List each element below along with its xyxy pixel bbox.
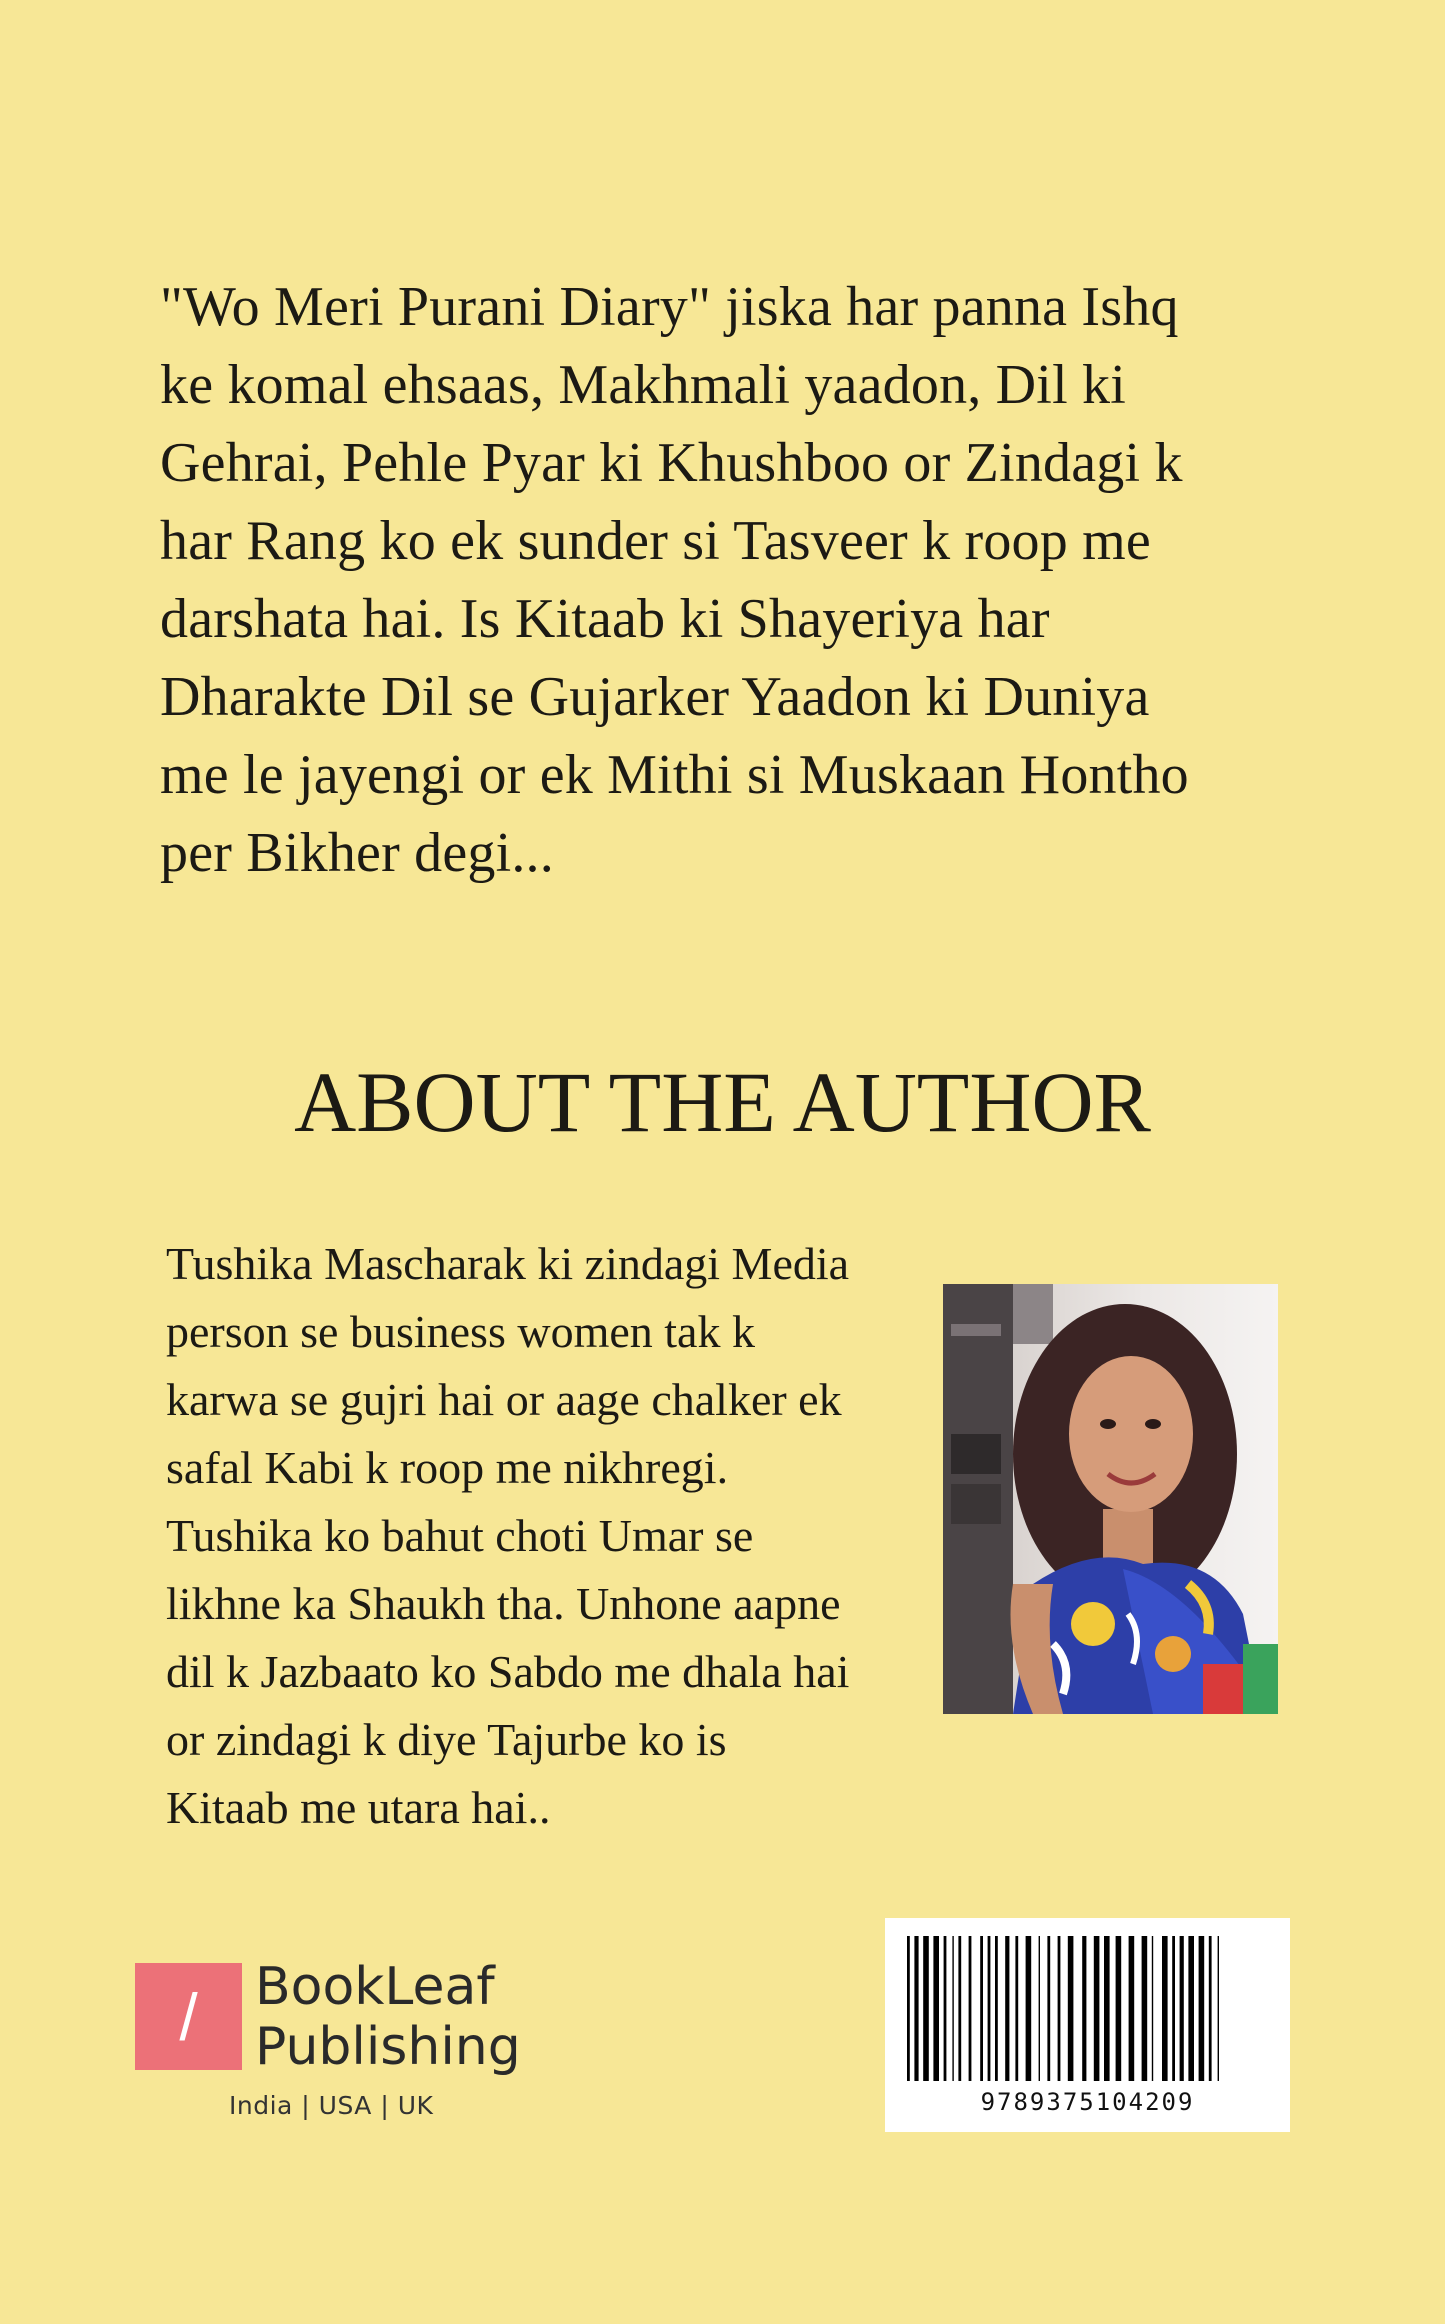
isbn-barcode — [885, 1918, 1290, 2132]
barcode-bar — [995, 1936, 998, 2081]
blurb-line: per Bikher degi... — [160, 822, 554, 884]
about-author-heading: ABOUT THE AUTHOR — [294, 1054, 1151, 1150]
barcode-bar — [958, 1936, 961, 2081]
barcode-bar — [1104, 1936, 1110, 2081]
blurb-line: darshata hai. Is Kitaab ki Shayeriya har — [160, 588, 1050, 650]
barcode-bar — [1152, 1936, 1153, 2081]
barcode-bar — [1142, 1936, 1148, 2081]
barcode-bar — [1172, 1936, 1175, 2081]
barcode-bar — [1015, 1936, 1018, 2081]
barcode-bar — [988, 1936, 991, 2081]
publisher-name-line2: Publishing — [255, 2017, 521, 2077]
bio-line: karwa se gujri hai or aage chalker ek — [166, 1374, 842, 1425]
barcode-bar — [1129, 1936, 1135, 2081]
publisher-regions: India | USA | UK — [229, 2091, 434, 2120]
barcode-bar — [907, 1936, 910, 2081]
barcode-bar — [952, 1936, 953, 2081]
barcode-bars — [905, 1936, 1270, 2081]
barcode-bar — [914, 1936, 918, 2081]
logo-slash-mark: / — [179, 1979, 198, 2054]
barcode-bar — [1058, 1936, 1061, 2081]
barcode-bar — [1180, 1936, 1184, 2081]
blurb-line: "Wo Meri Purani Diary" jiska har panna Ishq — [160, 276, 1179, 338]
bio-line: likhne ka Shaukh tha. Unhone aapne — [166, 1578, 841, 1629]
blurb-line: ke komal ehsaas, Makhmali yaadon, Dil ki — [160, 354, 1126, 416]
barcode-bar — [1116, 1936, 1122, 2081]
barcode-bar — [1047, 1936, 1050, 2081]
barcode-bar — [933, 1936, 939, 2081]
bio-line: or zindagi k diye Tajurbe ko is — [166, 1714, 727, 1765]
bio-line: Kitaab me utara hai.. — [166, 1782, 551, 1833]
author-photo — [943, 1284, 1278, 1714]
blurb-line: Dharakte Dil se Gujarker Yaadon ki Duniya — [160, 666, 1150, 728]
barcode-bar — [1068, 1936, 1074, 2081]
barcode-bar — [1218, 1936, 1219, 2081]
bio-line: Tushika ko bahut choti Umar se — [166, 1510, 754, 1561]
barcode-bar — [1162, 1936, 1168, 2081]
barcode-bar — [1209, 1936, 1212, 2081]
author-bio — [166, 1230, 926, 1842]
bio-line: dil k Jazbaato ko Sabdo me dhala hai — [166, 1646, 850, 1697]
publisher-name-line1: BookLeaf — [255, 1957, 495, 2017]
blurb-line: Gehrai, Pehle Pyar ki Khushboo or Zindagi k — [160, 432, 1183, 494]
barcode-bar — [1005, 1936, 1009, 2081]
barcode-bar — [1026, 1936, 1032, 2081]
bio-line: Tushika Mascharak ki zindagi Media — [166, 1238, 850, 1289]
blurb-line: me le jayengi or ek Mithi si Muskaan Hontho — [160, 744, 1189, 806]
barcode-bar — [969, 1936, 972, 2081]
back-cover-blurb — [160, 268, 1300, 892]
barcode-bar — [1094, 1936, 1100, 2081]
barcode-bar — [944, 1936, 947, 2081]
publisher-logo — [135, 1957, 555, 2143]
bio-line: safal Kabi k roop me nikhregi. — [166, 1442, 729, 1493]
isbn-number: 9789375104209 — [980, 2088, 1195, 2116]
bio-line: person se business women tak k — [166, 1306, 755, 1357]
barcode-bar — [980, 1936, 983, 2081]
barcode-bar — [1039, 1936, 1040, 2081]
publisher-name — [255, 1957, 521, 2077]
barcode-bar — [1188, 1936, 1194, 2081]
barcode-bar — [1082, 1936, 1086, 2081]
barcode-bar — [1199, 1936, 1205, 2081]
barcode-bar — [923, 1936, 929, 2081]
blurb-line: har Rang ko ek sunder si Tasveer k roop me — [160, 510, 1151, 572]
